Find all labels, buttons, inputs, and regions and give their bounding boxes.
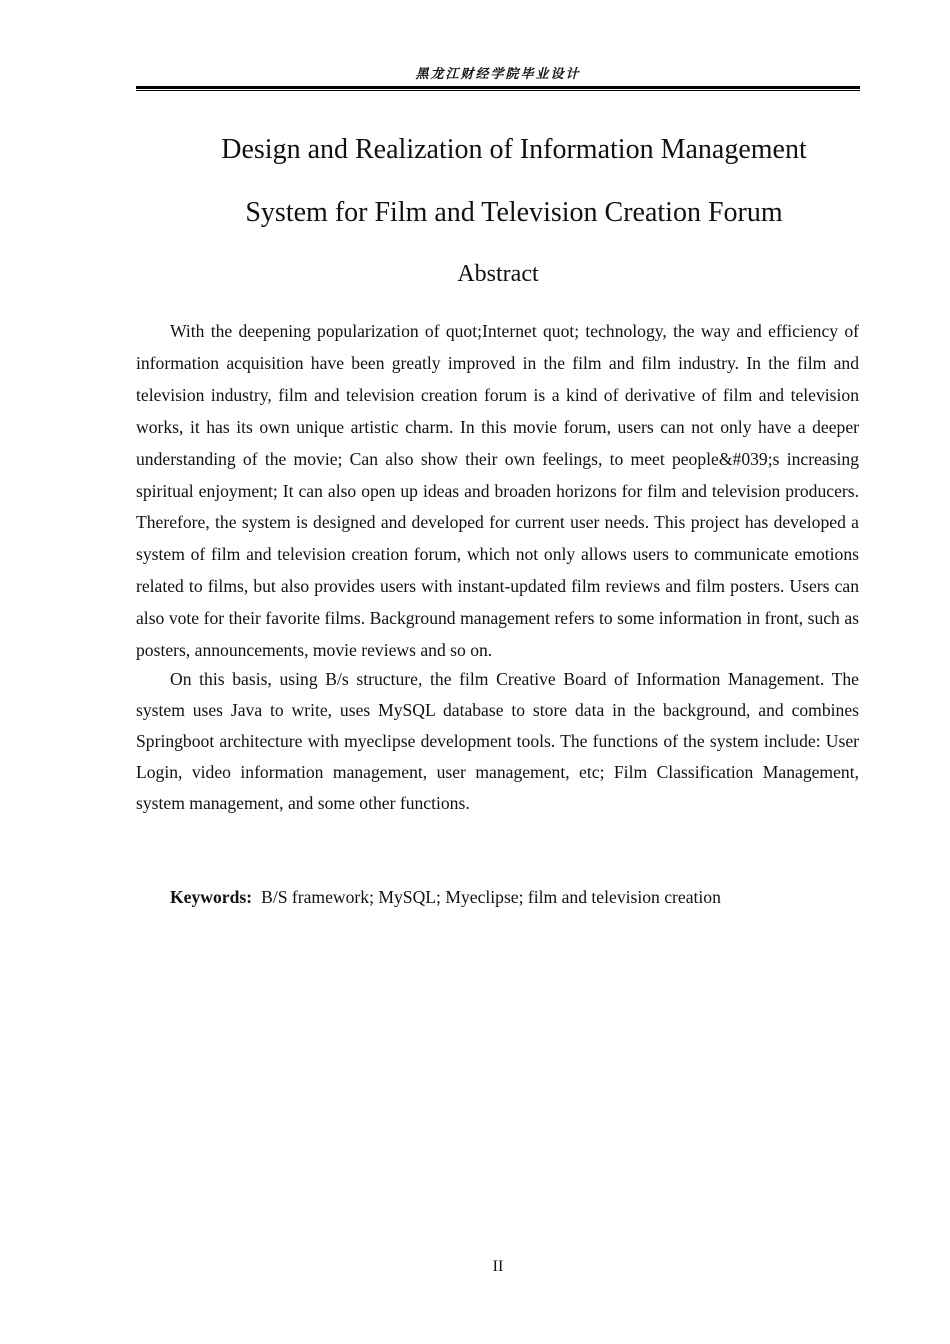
header-rule-thick — [136, 86, 860, 89]
title-line-2: System for Film and Television Creation Forum — [245, 197, 783, 228]
header-rule-thin — [136, 90, 860, 91]
keywords-label: Keywords: — [170, 887, 253, 907]
abstract-paragraph-1: With the deepening popularization of quot;Internet quot; technology, the way and efficiency of information acquisition have been greatly improved in the film and film industry. In the film and television industry, film and television creation forum is a kind of derivative of film and television works, it has its own unique artistic charm. In this movie forum, users can not only have a deeper understanding of the movie; Can also show their own feelings, to meet people&#039;s increasing spiritual enjoyment; It can also open up ideas and broaden horizons for film and television producers. Therefore, the system is designed and developed for current user needs. This project has developed a system of film and television creation forum, which not only allows users to communicate emotions related to films, but also provides users with instant-updated film reviews and film posters. Users can also vote for their favorite films. Background management refers to some information in front, such as posters, announcements, movie reviews and so on. — [136, 321, 859, 661]
abstract-paragraph-2: On this basis, using B/s structure, the film Creative Board of Information Management. The system uses Java to write, uses MySQL database to store data in the background, and combines Springboot architecture with myeclipse development tools. The functions of the system include: User Login, video information management, user management, etc; Film Classification Management, system management, and some other functions. — [136, 668, 859, 813]
abstract-heading: Abstract — [457, 261, 539, 287]
keywords-line — [170, 882, 860, 912]
document-title — [136, 118, 892, 244]
keywords-text: B/S framework; MySQL; Myeclipse; film and television creation — [261, 887, 721, 907]
running-header: 黑龙江财经学院毕业设计 — [415, 67, 581, 82]
title-line-1: Design and Realization of Information Management — [221, 134, 807, 165]
abstract-body — [136, 316, 859, 819]
page-number: II — [492, 1258, 504, 1275]
